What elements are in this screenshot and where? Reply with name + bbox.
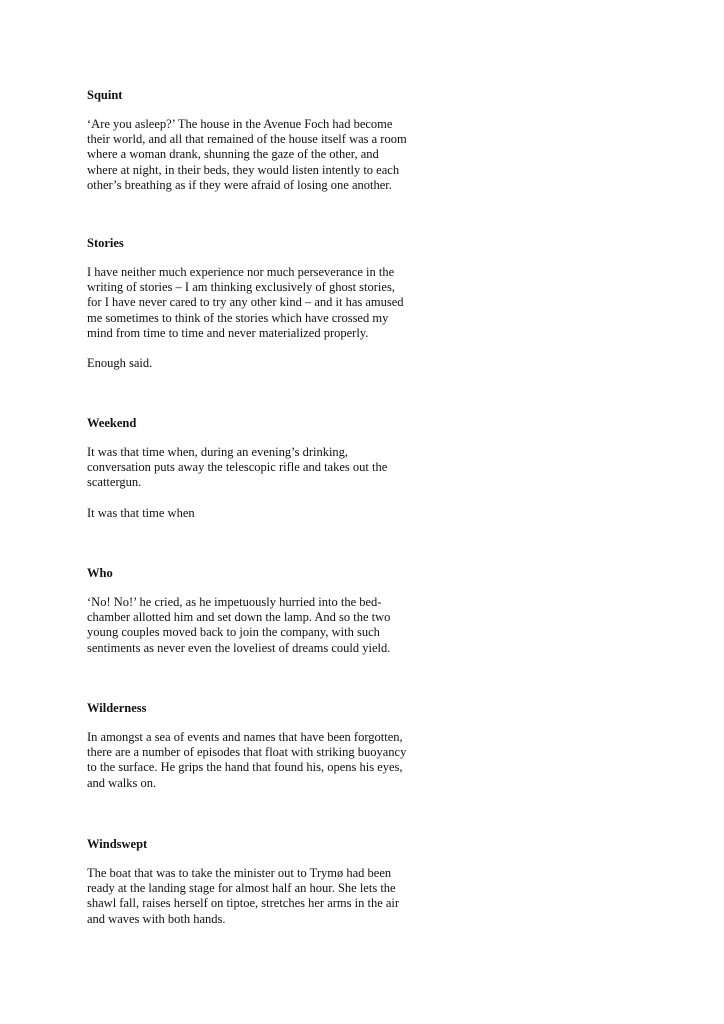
- section-paragraph: Enough said.: [87, 356, 153, 371]
- section-paragraph: It was that time when, during an evening’s drinking, conversation puts away the telescopic rifle and takes out the scattergun.: [87, 445, 388, 490]
- section-heading: Weekend: [87, 416, 137, 430]
- section-wilderness: [87, 701, 407, 791]
- section-who: [87, 566, 407, 656]
- section-stories: [87, 236, 407, 371]
- section-paragraph: It was that time when: [87, 505, 195, 520]
- section-heading: Stories: [87, 236, 124, 250]
- section-squint: [87, 88, 407, 193]
- section-paragraph: I have neither much experience nor much perseverance in the writing of stories – I am thinking exclusively of ghost stories, for I have never cared to try any other kind – and it has amused me sometimes to think of the stories which have crossed my mind from time to time and never materialized properly.: [87, 265, 404, 340]
- section-heading: Wilderness: [87, 701, 147, 715]
- section-weekend: [87, 416, 407, 521]
- section-heading: Windswept: [87, 837, 148, 851]
- section-heading: Who: [87, 566, 113, 580]
- section-paragraph: ‘Are you asleep?’ The house in the Avenue Foch had become their world, and all that remained of the house itself was a room where a woman drank, shunning the gaze of the other, and where at night, in their beds, they would listen intently to each other’s breathing as if they were afraid of losing one another.: [87, 117, 407, 192]
- section-paragraph: The boat that was to take the minister out to Trymø had been ready at the landing stage for almost half an hour. She lets the shawl fall, raises herself on tiptoe, stretches her arms in the air and waves with both hands.: [87, 866, 400, 926]
- section-heading: Squint: [87, 88, 123, 102]
- section-paragraph: In amongst a sea of events and names that have been forgotten, there are a number of episodes that float with striking buoyancy to the surface. He grips the hand that found his, opens his eyes, and walks on.: [87, 730, 407, 790]
- section-windswept: [87, 837, 407, 927]
- section-paragraph: ‘No! No!’ he cried, as he impetuously hurried into the bed-chamber allotted him and set down the lamp. And so the two young couples moved back to join the company, with such sentiments as never even the loveliest of dreams could yield.: [87, 595, 391, 655]
